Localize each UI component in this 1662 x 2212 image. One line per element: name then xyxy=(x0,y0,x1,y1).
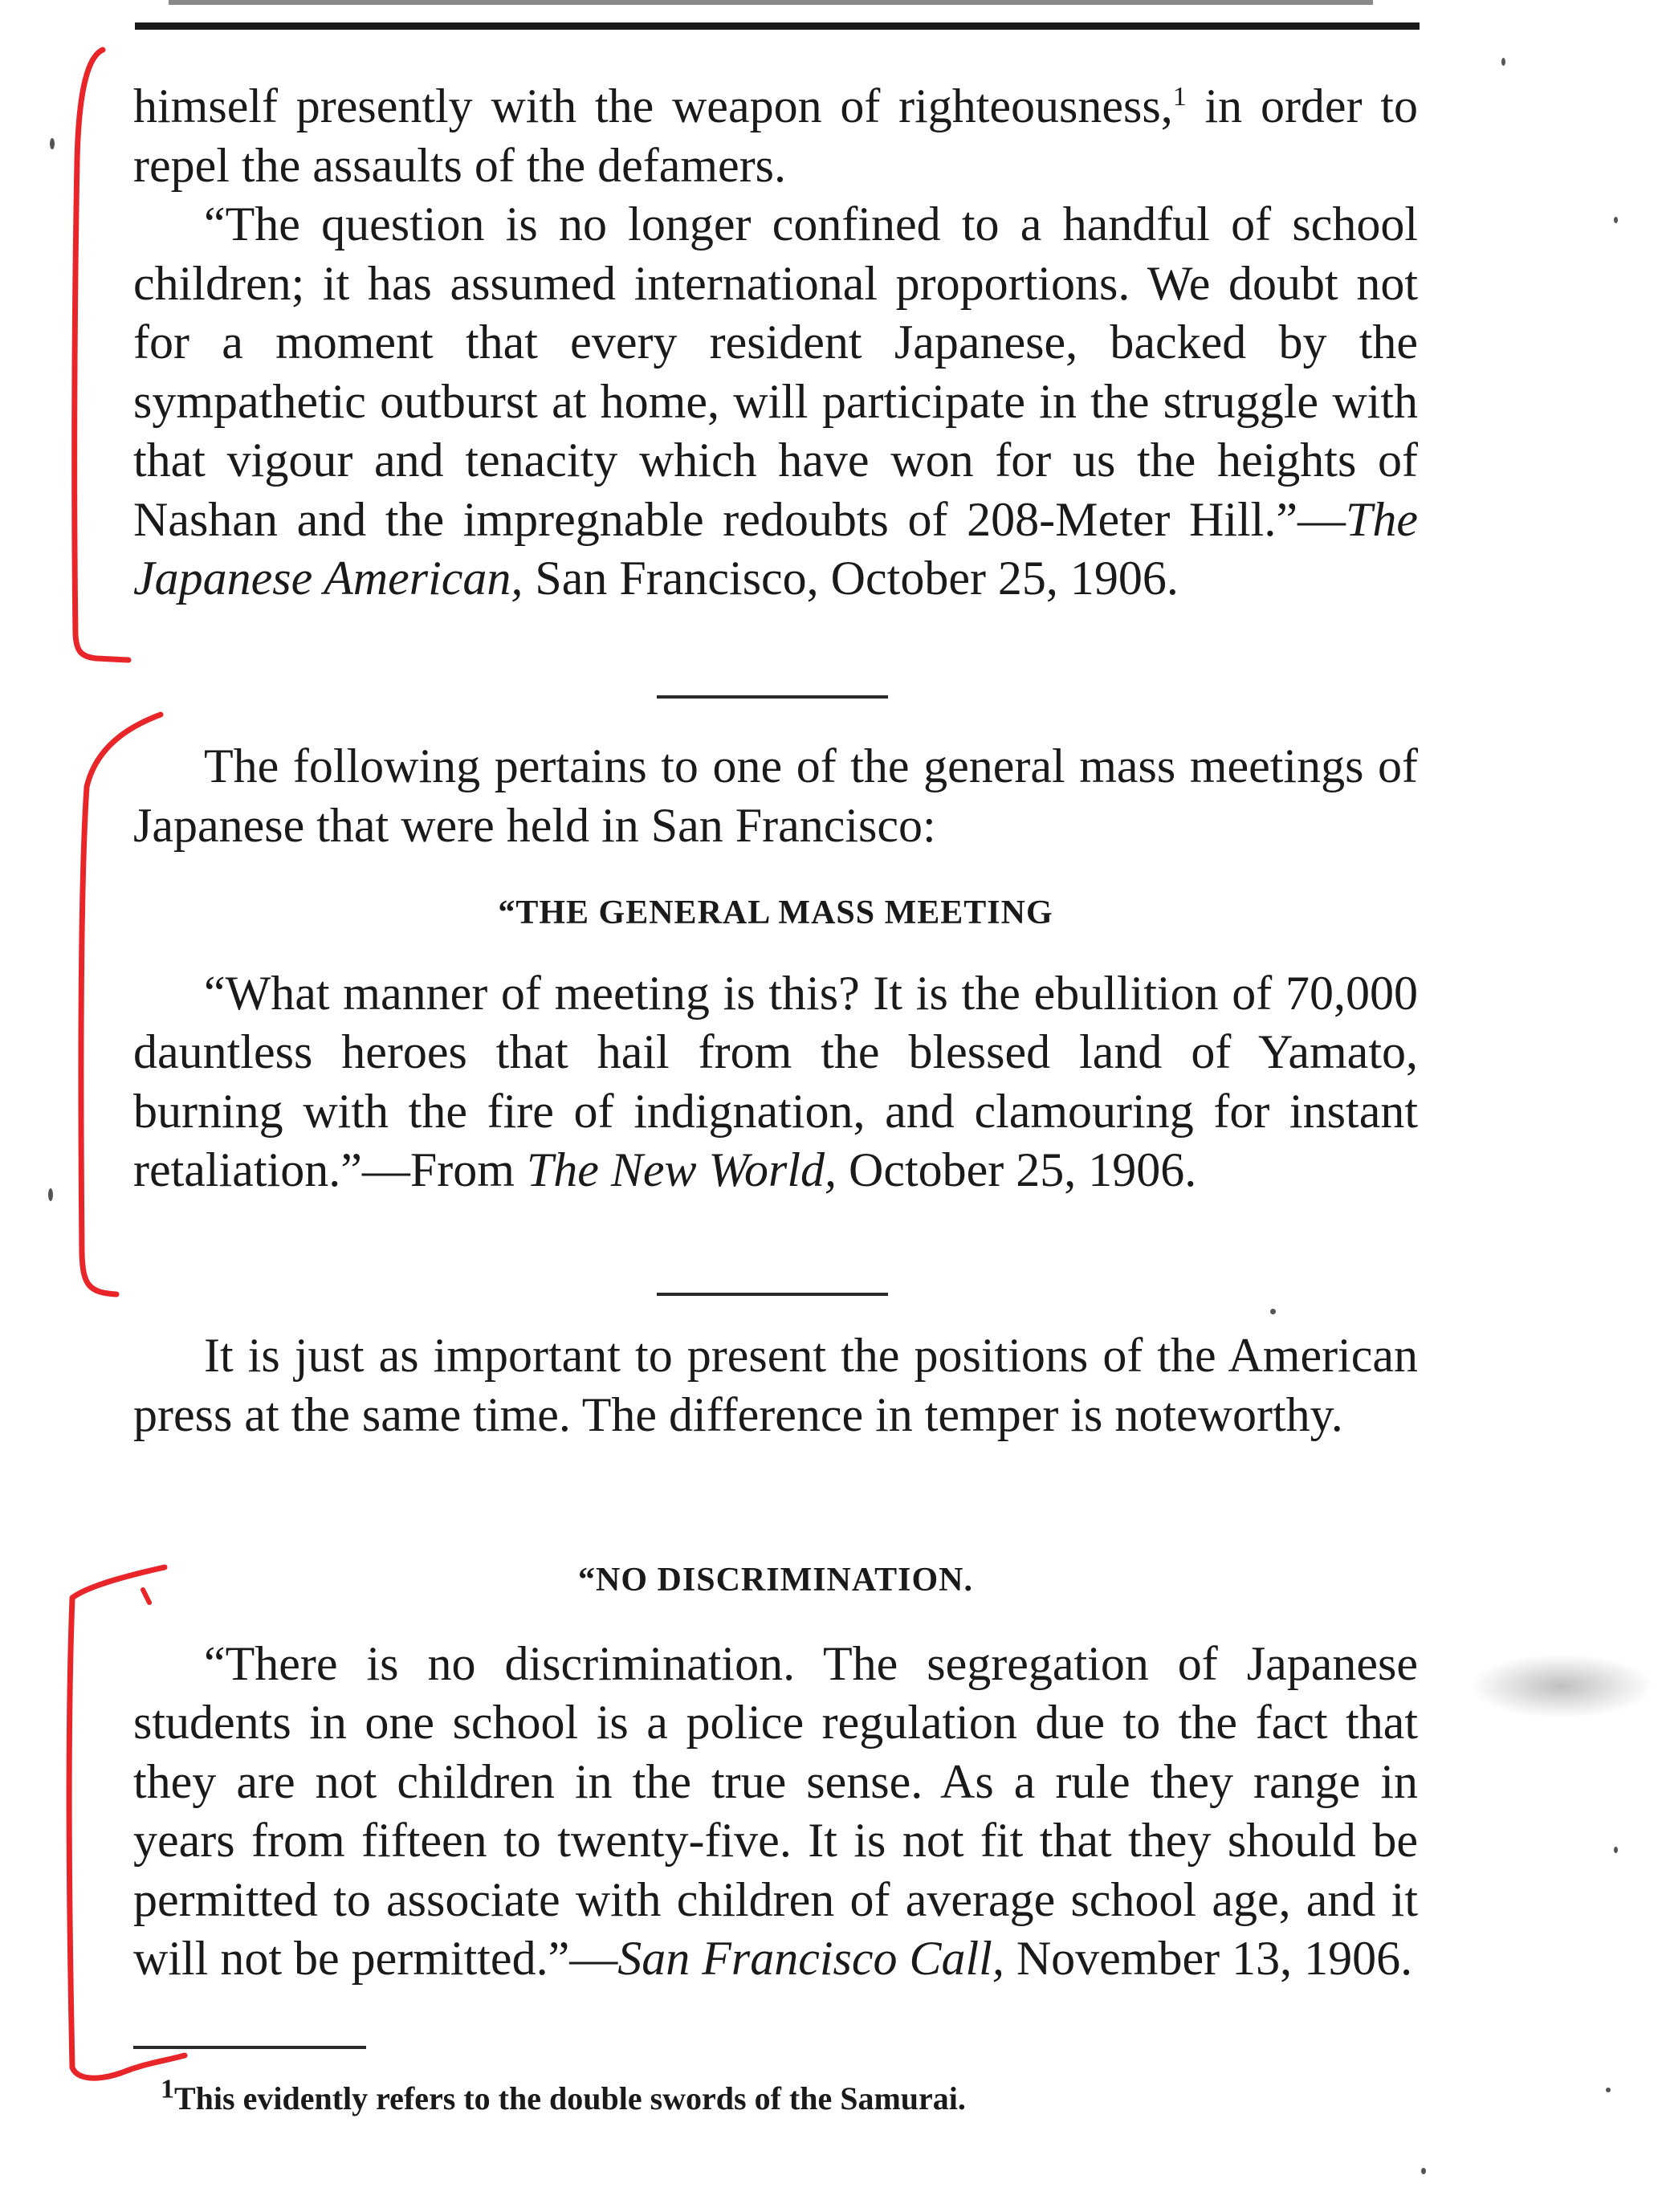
quote-new-world: “What manner of meeting is this? It is the ebullition of 70,000 dauntless heroes that hail from the blessed land of Yamato, burning with the fire of indignation, and clamouring for instant retaliation.”—From The New World, October 25, 1906. xyxy=(133,966,1418,1196)
section-separator xyxy=(657,1293,888,1296)
scan-speck xyxy=(1270,1309,1276,1314)
scan-smudge xyxy=(1469,1654,1654,1718)
scan-speck xyxy=(1501,58,1505,66)
scan-speck xyxy=(1421,2168,1426,2174)
quote-san-francisco-call: “There is no discrimination. The segregation of Japanese students in one school is a police regulation due to the fact that they are not children in the true sense. As a rule they range in years from fifteen to twenty-five. It is not fit that they should be permitted to associate with children of average school age, and it will not be permitted.”—San Francisco Call, November 13, 1906. xyxy=(133,1636,1418,1985)
passage-no-discrimination xyxy=(133,1551,1418,1989)
source-title: San Francisco Call, xyxy=(617,1932,1004,1985)
passage-american-press xyxy=(133,1326,1418,1444)
page-top-rule xyxy=(135,22,1420,30)
footnote-rule xyxy=(133,2046,366,2049)
scan-speck xyxy=(1606,2088,1611,2092)
passage-japanese-american xyxy=(133,77,1418,609)
section-separator xyxy=(657,695,888,699)
american-press-note: It is just as important to present the positions of the American press at the same time. The difference in temper is noteworthy. xyxy=(133,1329,1418,1441)
footnote-reference: 1 xyxy=(1172,82,1187,112)
passage-opening: himself presently with the weapon of righteousness,$^1$ in order to repel the assaults of the defamers. xyxy=(133,79,1418,192)
source-title: The New World, xyxy=(526,1143,837,1196)
no-discrimination-heading: “NO DISCRIMINATION. xyxy=(578,1562,973,1599)
scan-speck xyxy=(48,1188,53,1201)
mass-meeting-intro: The following pertains to one of the general mass meetings of Japanese that were held in San Francisco: xyxy=(133,739,1418,852)
mass-meeting-heading: “THE GENERAL MASS MEETING xyxy=(498,894,1053,931)
clipped-header-text xyxy=(169,0,1373,14)
passage-mass-meeting xyxy=(133,737,1418,1200)
scan-speck xyxy=(1614,1847,1618,1853)
source-title: The Japanese American, xyxy=(133,492,1418,605)
scan-speck xyxy=(50,138,55,149)
footnote: $^1$This evidently refers to the double swords of the Samurai. xyxy=(161,2074,966,2116)
footnote-marker: 1 xyxy=(161,2074,174,2104)
quote-japanese-american: “The question is no longer confined to a handful of school children; it has assumed international proportions. We doubt not for a moment that every resident Japanese, backed by the sympathetic outburst at home, will participate in the struggle with that vigour and tenacity which have won for us the heights of Nashan and the impregnable redoubts of 208-Meter Hill.”—The Japanese American, San Francisco, October 25, 1906. xyxy=(133,198,1418,605)
bracket-one xyxy=(75,50,128,660)
scan-speck xyxy=(1614,217,1618,223)
